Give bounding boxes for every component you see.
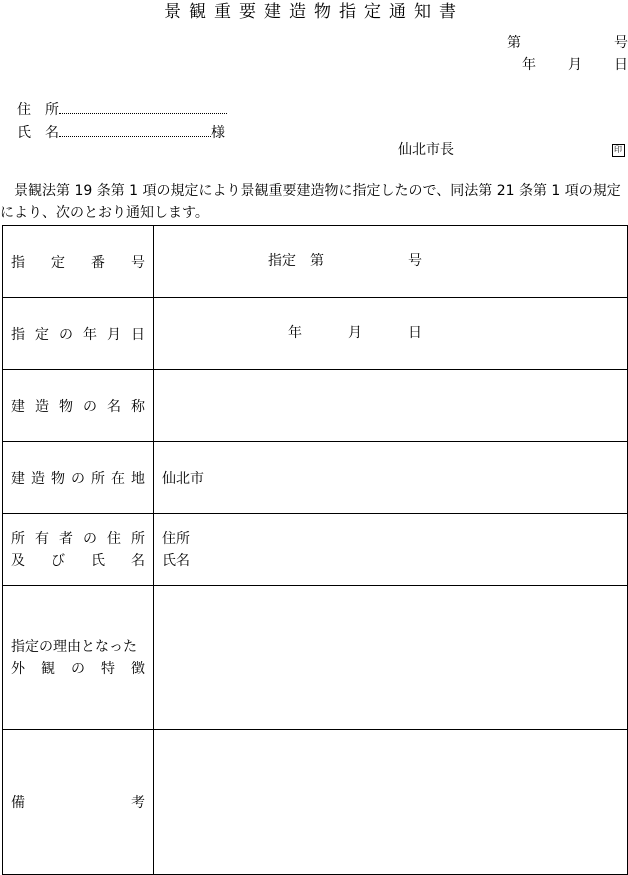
reason-value — [154, 586, 628, 730]
remarks-value — [154, 730, 628, 875]
owner-address-label: 住所 — [162, 530, 190, 547]
designation-date-day: 日 — [408, 324, 422, 341]
honorific: 様 — [211, 125, 225, 141]
label-owner-line2: 及 び 氏 名 — [11, 552, 145, 569]
label-designation-number: 指 定 番 号 — [11, 254, 145, 271]
label-building-name: 建 造 物 の 名 称 — [11, 398, 145, 415]
table-row — [3, 226, 628, 298]
address-blank — [59, 101, 227, 114]
designation-date-year: 年 — [288, 324, 302, 341]
seal-mark — [612, 144, 625, 160]
label-building-location: 建 造 物 の 所 在 地 — [11, 470, 145, 487]
table-row — [3, 586, 628, 730]
table-row — [3, 514, 628, 586]
date-day: 日 — [614, 57, 628, 73]
designation-number-suffix: 号 — [408, 252, 422, 269]
label-designation-date: 指 定 の 年 月 日 — [11, 326, 145, 343]
table-row — [3, 730, 628, 875]
address-row — [17, 101, 227, 117]
seal-icon: 印 — [614, 145, 622, 154]
table-row — [3, 442, 628, 514]
date-year: 年 — [522, 57, 536, 73]
building-location-value: 仙北市 — [154, 442, 628, 514]
table-row — [3, 370, 628, 442]
issuer: 仙北市長 — [398, 142, 454, 158]
owner-name-label: 氏名 — [162, 552, 190, 569]
address-label: 住 所 — [17, 102, 59, 118]
document-title: 景観重要建造物指定通知書 — [164, 2, 464, 22]
label-reason-line1: 指定の理由となった — [11, 638, 137, 655]
table-row — [3, 298, 628, 370]
name-blank — [59, 124, 211, 137]
notice-body-text: 景観法第 19 条第 1 項の規定により景観重要建造物に指定したので、同法第 21 条第 1 項の規定により、次のとおり通知します。 — [0, 183, 621, 221]
name-row — [17, 124, 225, 140]
label-owner-line1: 所 有 者 の 住 所 — [11, 530, 145, 547]
number-prefix: 第 — [507, 35, 521, 51]
designation-table — [2, 225, 628, 875]
label-reason-line2: 外 観 の 特 徴 — [11, 660, 145, 677]
designation-number-prefix: 指定 第 — [268, 252, 324, 269]
building-name-value — [154, 370, 628, 442]
name-label: 氏 名 — [17, 125, 59, 141]
number-suffix: 号 — [614, 35, 628, 51]
label-remarks: 備 考 — [11, 795, 145, 811]
date-month: 月 — [568, 57, 582, 73]
designation-date-month: 月 — [348, 324, 362, 341]
